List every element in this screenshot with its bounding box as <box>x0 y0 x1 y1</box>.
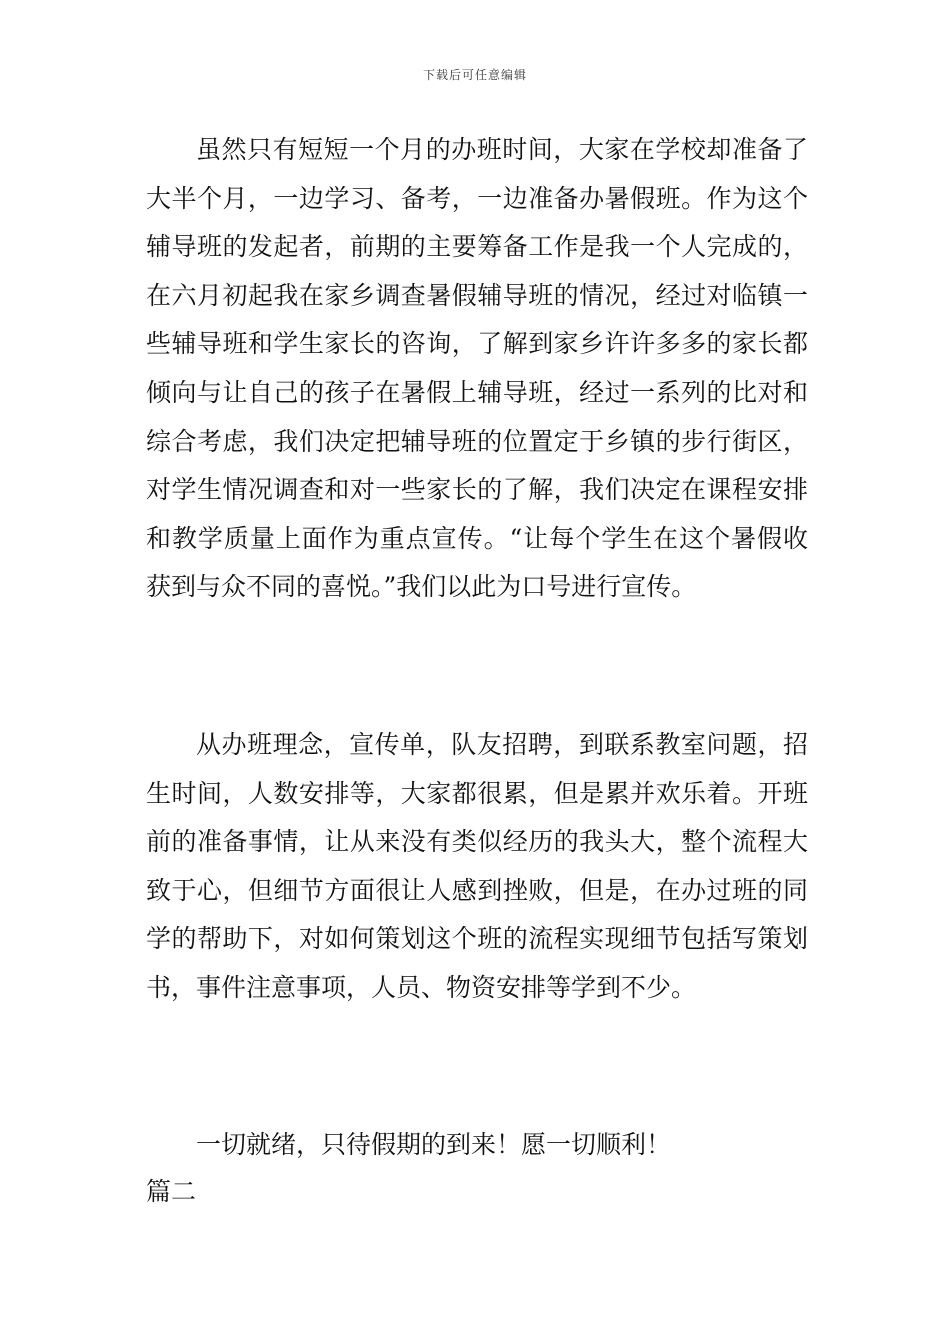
body-paragraph-3: 一切就绪，只待假期的到来！愿一切顺利！ <box>196 1130 672 1159</box>
body-paragraph-1: 虽然只有短短一个月的办班时间，大家在学校却准备了大半个月，一边学习、备考，一边准备办暑假班。作为这个辅导班的发起者，前期的主要筹备工作是我一个人完成的，在六月初起我在家乡调查暑假辅导班的情况，经过对临镇一些辅导班和学生家长的咨询，了解到家乡许许多多的家长都倾向与让自己的孩子在暑假上辅导班，经过一系列的比对和综合考虑，我们决定把辅导班的位置定于乡镇的步行街区，对学生情况调查和对一些家长的了解，我们决定在课程安排和教学质量上面作为重点宣传。“让每个学生在这个暑假收获到与众不同的喜悦。”我们以此为口号进行宣传。 <box>146 135 808 602</box>
body-paragraph-2: 从办班理念，宣传单，队友招聘，到联系教室问题，招生时间，人数安排等，大家都很累，但是累并欢乐着。开班前的准备事情，让从来没有类似经历的我头大，整个流程大致于心，但细节方面很让人感到挫败，但是，在办过班的同学的帮助下，对如何策划这个班的流程实现细节包括写策划书，事件注意事项，人员、物资安排等学到不少。 <box>146 730 808 1002</box>
header-note: 下载后可任意编辑 <box>422 68 527 82</box>
section-label: 篇二 <box>146 1177 197 1206</box>
